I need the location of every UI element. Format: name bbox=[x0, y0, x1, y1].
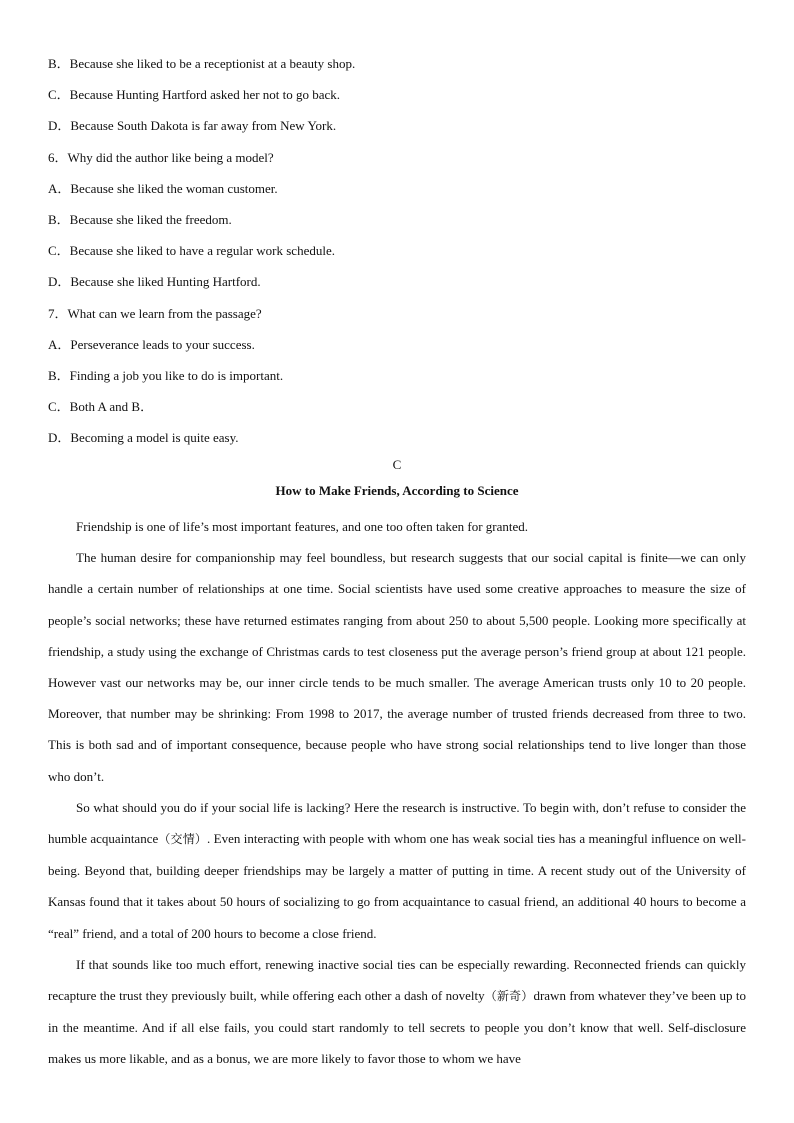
question-options-list bbox=[48, 54, 748, 459]
paragraph-1: Friendship is one of life’s most important features, and one too often taken for granted. bbox=[76, 519, 528, 534]
question-line: 7．What can we learn from the passage? bbox=[48, 305, 262, 321]
option-line: A．Perseverance leads to your success. bbox=[48, 336, 255, 352]
option-line: C．Because she liked to have a regular work schedule. bbox=[48, 243, 335, 259]
option-line: B．Because she liked the freedom. bbox=[48, 211, 232, 227]
paragraph-4-text-b: drawn from whatever they’ve been up to in the meantime. And if all else fails, you could start randomly to tell secrets to people you don’t know that well. Self-disclosure makes us more likable, and as a bonus, we are more likely to favor those to whom we have bbox=[48, 988, 746, 1067]
paragraph-4 bbox=[48, 949, 746, 1075]
paragraph-3-text-a: So what should you do if your social life is lacking? Here the research is instructive. To begin with, don’t refuse to consider the humble acquaintance bbox=[48, 799, 746, 847]
option-line: C．Because Hunting Hartford asked her not to go back. bbox=[48, 87, 341, 103]
option-line: D．Because South Dakota is far away from New York. bbox=[48, 118, 337, 134]
paragraph-3 bbox=[48, 792, 746, 949]
option-line: A．Because she liked the woman customer. bbox=[48, 180, 278, 196]
option-line: B．Finding a job you like to do is important. bbox=[48, 367, 284, 383]
question-line: 6．Why did the author like being a model? bbox=[48, 149, 274, 165]
option-line: C．Both A and B． bbox=[48, 399, 154, 415]
gloss-note: （交情） bbox=[158, 832, 207, 847]
option-line: D．Becoming a model is quite easy. bbox=[48, 430, 239, 446]
paragraph-2: The human desire for companionship may feel boundless, but research suggests that our social capital is finite—we can only handle a certain number of relationships at one time. Social scientists have used some creative approaches to measure the size of people’s social networks; these have returned estimates ranging from about 250 to about 5,500 people. Looking more specifically at friendship, a study using the exchange of Christmas cards to test closeness put the average person’s friend group at about 121 people. However vast our networks may be, our inner circle tends to be much smaller. The average American trusts only 10 to 20 people. Moreover, that number may be shrinking: From 1998 to 2017, the average number of trusted friends decreased from three to two. This is both sad and of important consequence, because people who have strong social relationships tend to live longer than those who don’t. bbox=[48, 550, 746, 784]
option-line: B．Because she liked to be a receptionist at a beauty shop. bbox=[48, 56, 356, 71]
section-letter: C bbox=[392, 457, 402, 472]
article-title: How to Make Friends, According to Science bbox=[275, 483, 519, 498]
option-line: D．Because she liked Hunting Hartford. bbox=[48, 274, 261, 290]
article-body bbox=[48, 511, 746, 1075]
paragraph-4-text-a: If that sounds like too much effort, renewing inactive social ties can be especially rewarding. Reconnected friends can quickly recapture the trust they previously built, while offering each other a dash of novelty bbox=[48, 956, 746, 1004]
gloss-note: （新奇） bbox=[484, 989, 534, 1004]
paragraph-3-text-b: . Even interacting with people with whom one has weak social ties has a meaningful influence on well-being. Beyond that, building deeper friendships may be largely a matter of putting in time. A recent study out of the University of Kansas found that it takes about 50 hours of socializing to go from acquaintance to casual friend, an additional 40 hours to become a “real” friend, and a total of 200 hours to become a close friend. bbox=[48, 831, 746, 941]
